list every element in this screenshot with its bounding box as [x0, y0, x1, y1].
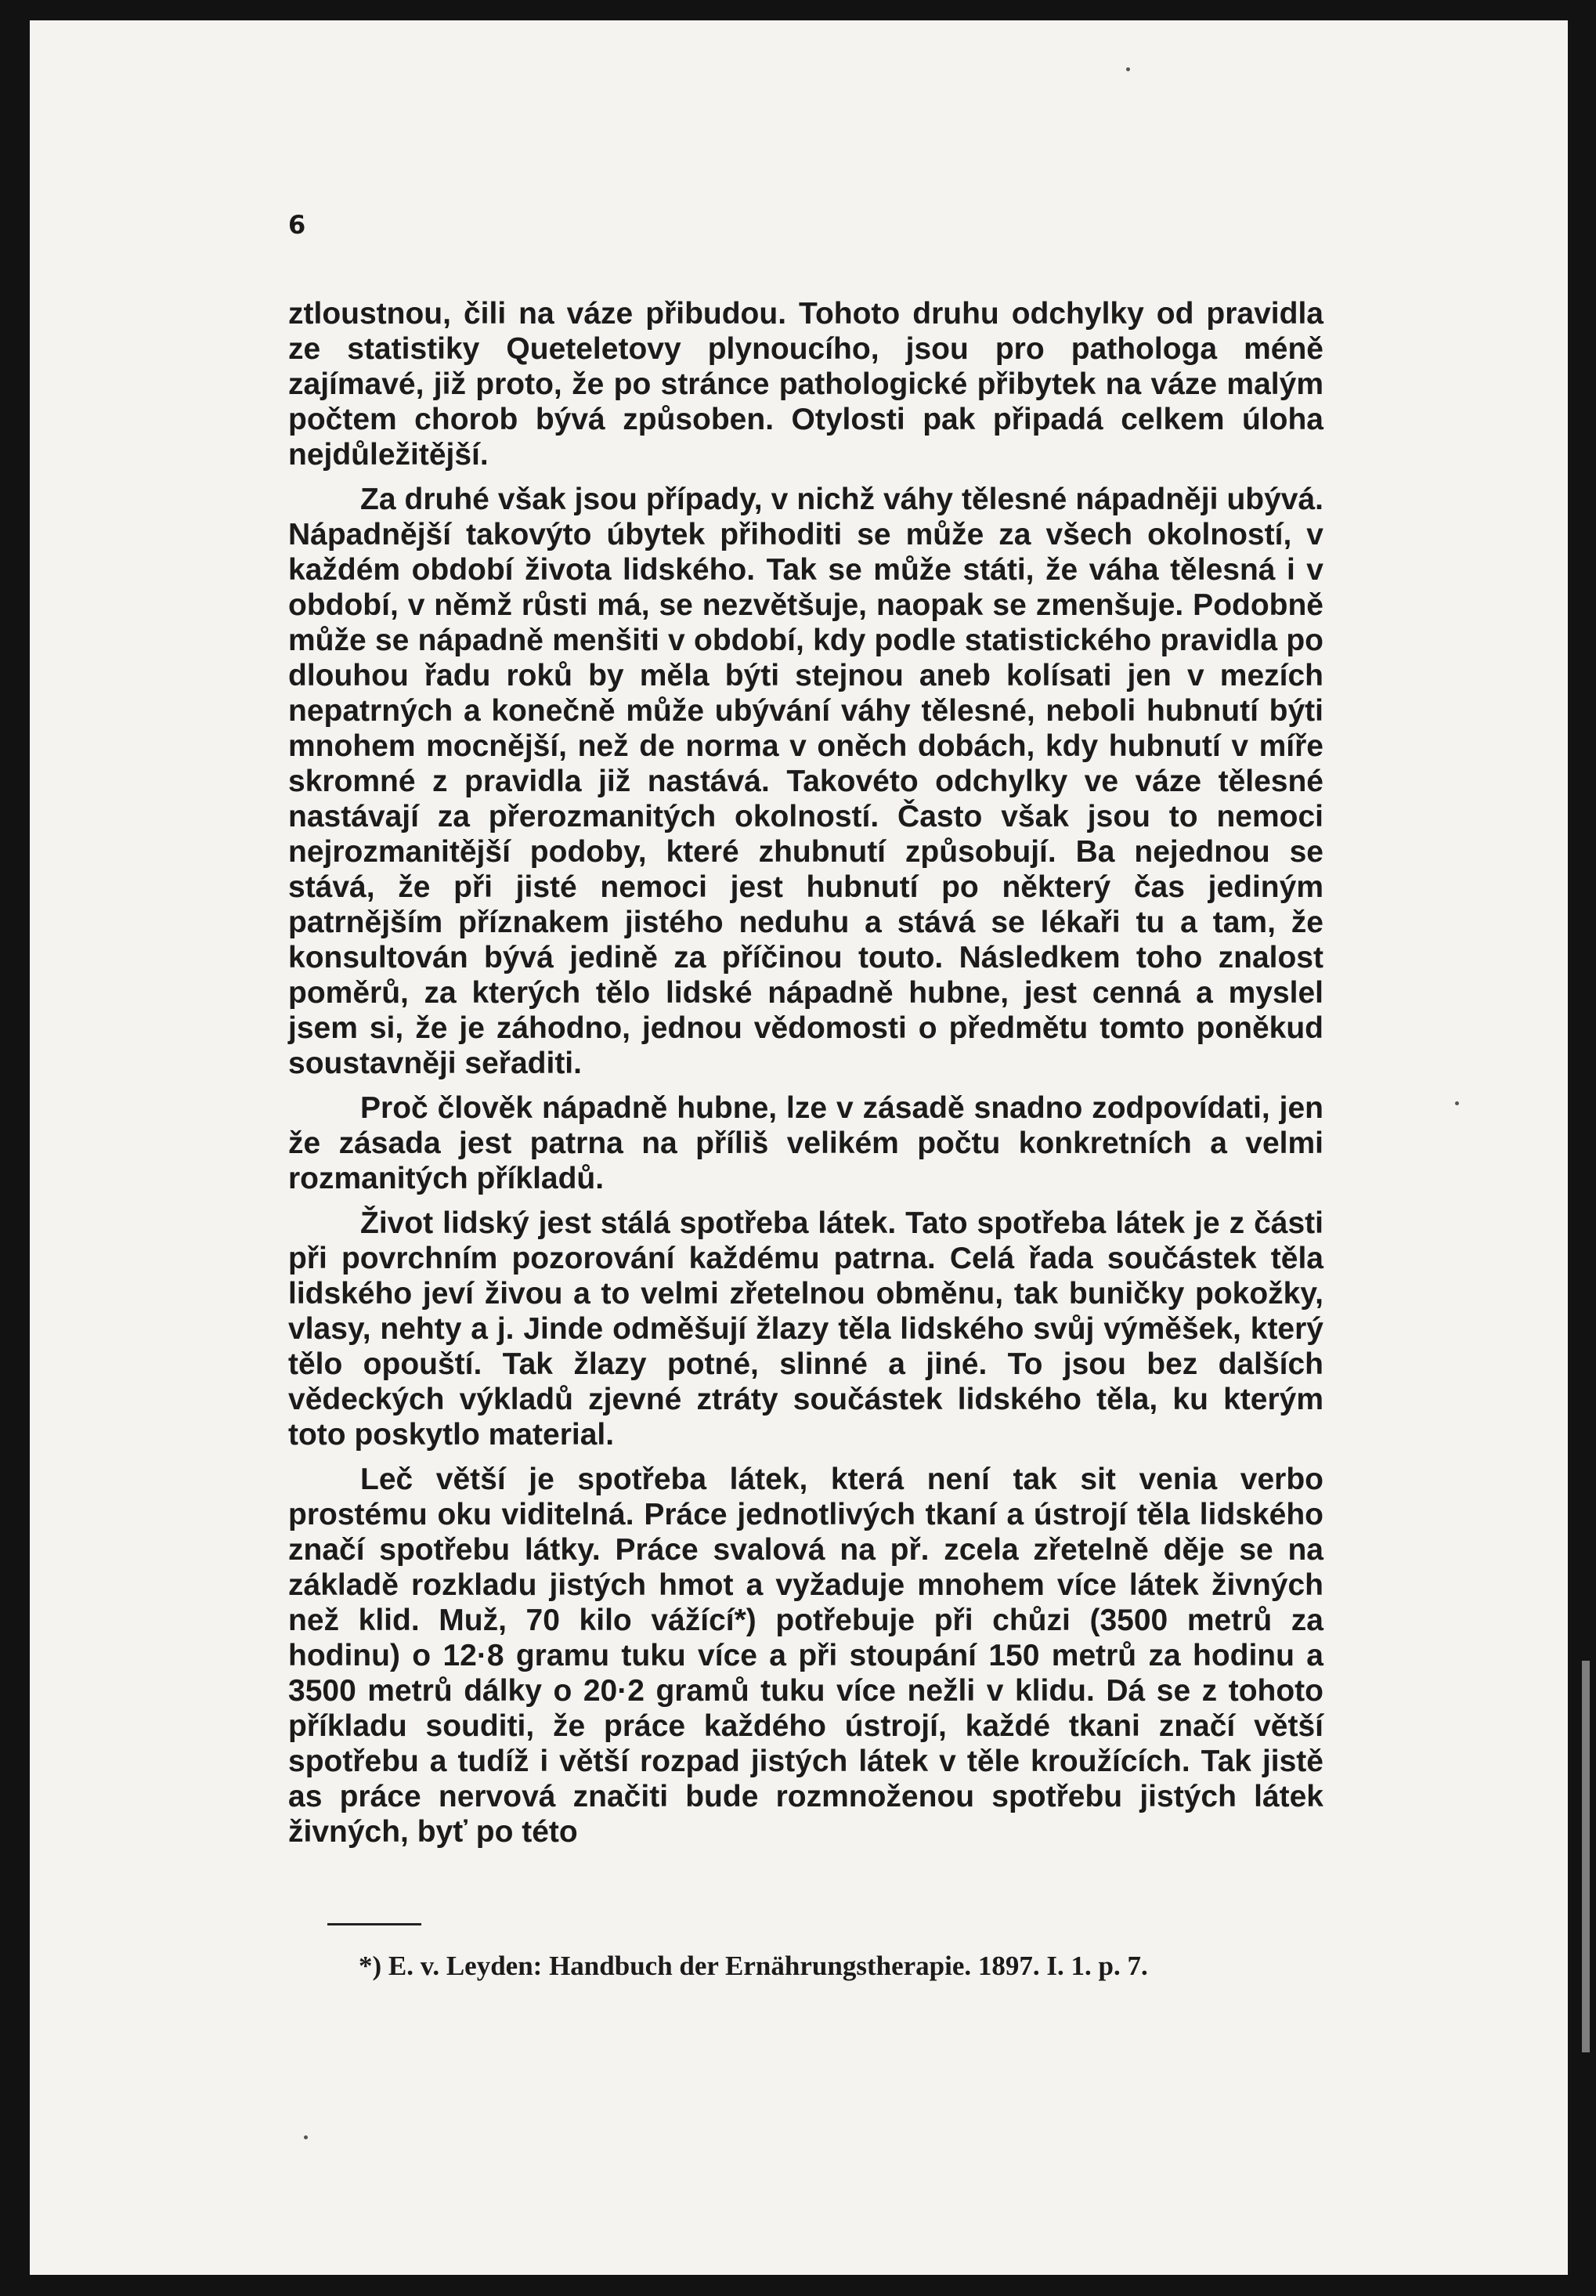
paragraph: Proč člověk nápadně hubne, lze v zásadě snadno zodpovídati, jen že zásada jest patrna na příliš velikém počtu konkretních a velmi rozmanitých příkladů.: [288, 1091, 1323, 1195]
body-text: [288, 296, 1323, 1859]
page-number: 6: [288, 210, 306, 240]
scan-speck: [304, 2135, 308, 2139]
footnote: *) E. v. Leyden: Handbuch der Ernährungstherapie. 1897. I. 1. p. 7.: [359, 1951, 1148, 1981]
footnote-divider: [327, 1923, 421, 1925]
page-edge-shadow: [1582, 1661, 1590, 2052]
scan-speck: [1455, 1101, 1459, 1105]
paragraph: Za druhé však jsou případy, v nichž váhy tělesné nápadněji ubývá. Nápadnější takovýto úbytek přihoditi se může za všech okolností, v každém období života lidského. Tak se může státi, že váha tělesná i v období, v němž růsti má, se nezvětšuje, naopak se zmenšuje. Podobně může se nápadně menšiti v období, kdy podle statistického pravidla po dlouhou řadu roků by měla býti stejnou aneb kolísati jen v mezích nepatrných a konečně může ubývání váhy tělesné, neboli hubnutí býti mnohem mocnější, než de norma v oněch dobách, kdy hubnutí v míře skromné z pravidla již nastává. Takovéto odchylky ve váze tělesné nastávají za přerozmanitých okolností. Často však jsou to nemoci nejrozmanitější podoby, které zhubnutí způsobují. Ba nejednou se stává, že při jisté nemoci jest hubnutí po některý čas jediným patrnějším příznakem jistého neduhu a stává se lékaři tu a tam, že konsultován bývá jedině za příčinou touto. Následkem toho znalost poměrů, za kterých tělo lidské nápadně hubne, jest cenná a myslel jsem si, že je záhodno, jednou vědomosti o předmětu tomto poněkud soustavněji seřaditi.: [288, 483, 1323, 1080]
paragraph: Leč větší je spotřeba látek, která není tak sit venia verbo prostému oku viditelná. Práce jednotlivých tkaní a ústrojí těla lidského značí spotřebu látky. Práce svalová na př. zcela zřetelně děje se na základě rozkladu jistých hmot a vyžaduje mnohem více látek živných než klid. Muž, 70 kilo vážící*) potřebuje při chůzi (3500 metrů za hodinu) o 12·8 gramu tuku více a při stoupání 150 metrů za hodinu a 3500 metrů dálky o 20·2 gramů tuku více nežli v klidu. Dá se z tohoto příkladu souditi, že práce každého ústrojí, každé tkani značí větší spotřebu a tudíž i větší rozpad jistých látek v těle kroužících. Tak jistě as práce nervová značiti bude rozmnoženou spotřebu jistých látek živných, byť po této: [288, 1463, 1323, 1849]
paragraph: Život lidský jest stálá spotřeba látek. Tato spotřeba látek je z části při povrchním pozorování každému patrna. Celá řada součástek těla lidského jeví živou a to velmi zřetelnou obměnu, tak buničky pokožky, vlasy, nehty a j. Jinde odměšují žlazy těla lidského svůj výměšek, který tělo opouští. Tak žlazy potné, slinné a jiné. To jsou bez dalších vědeckých výkladů zjevné ztráty součástek lidského těla, ku kterým toto poskytlo material.: [288, 1206, 1323, 1452]
scan-speck: [1126, 67, 1130, 71]
paragraph: ztloustnou, čili na váze přibudou. Tohoto druhu odchylky od pravidla ze statistiky Queteletovy plynoucího, jsou pro pathologa méně zajímavé, již proto, že po stránce pathologické přibytek na váze malým počtem chorob bývá způsoben. Otylosti pak připadá celkem úloha nejdůležitější.: [288, 297, 1323, 472]
